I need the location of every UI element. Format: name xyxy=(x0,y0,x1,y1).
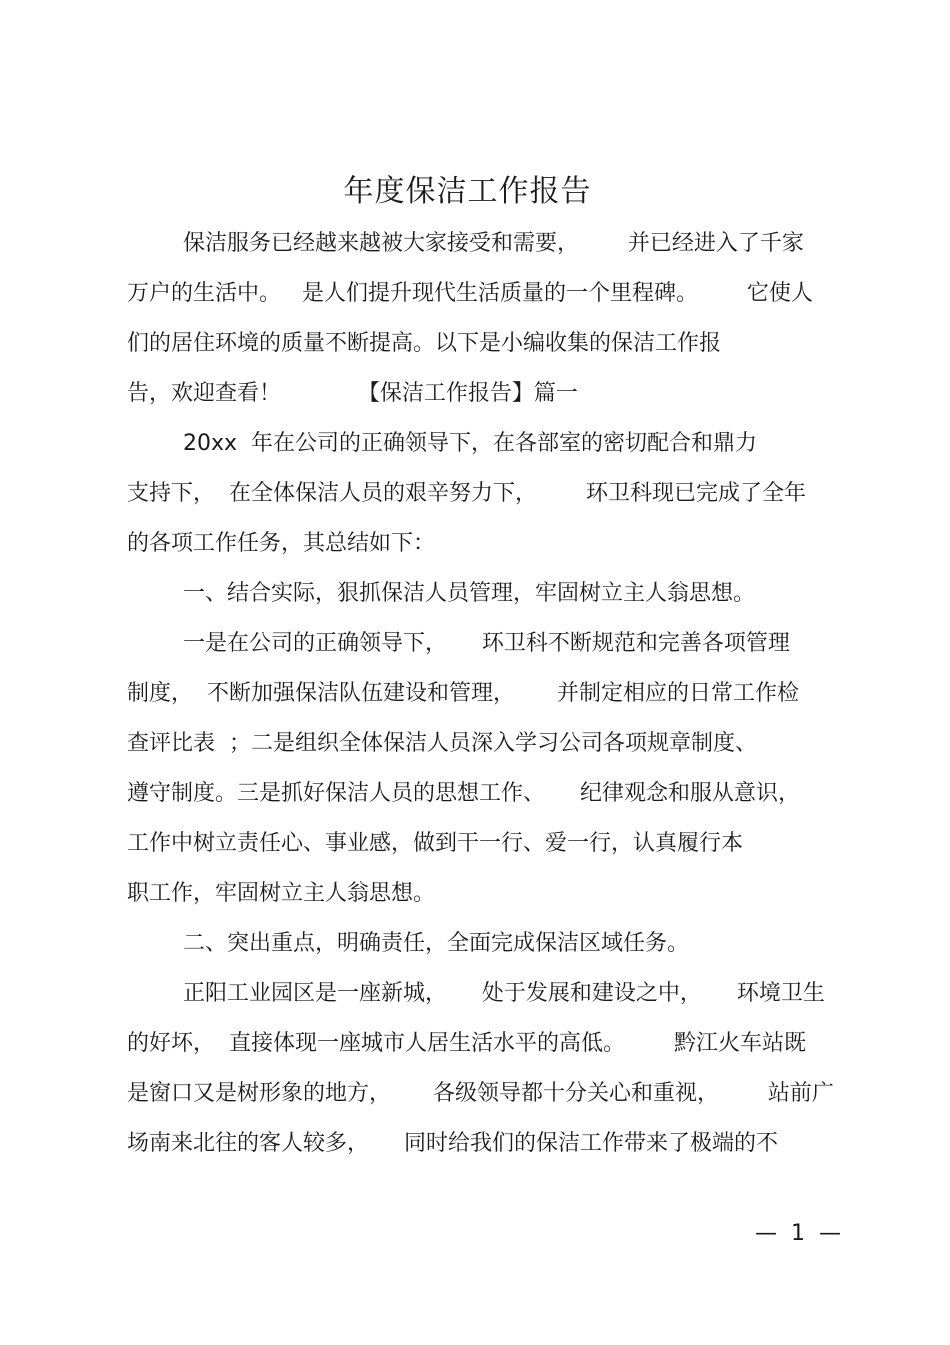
body-line: 查评比表 ；二是组织全体保洁人员深入学习公司各项规章制度、 xyxy=(127,731,757,756)
body-line: 制度， 不断加强保洁队伍建设和管理， 并制定相应的日常工作检 xyxy=(127,681,799,706)
body-line: 遵守制度。三是抓好保洁人员的思想工作、 纪律观念和服从意识， xyxy=(127,781,800,806)
body-line: 正阳工业园区是一座新城， 处于发展和建设之中， 环境卫生 xyxy=(127,981,825,1006)
body-line: 们的居住环境的质量不断提高。以下是小编收集的保洁工作报 xyxy=(127,331,722,356)
body-line: 的各项工作任务，其总结如下： xyxy=(127,531,436,556)
body-line: 的好坏， 直接体现一座城市人居生活水平的高低。 黔江火车站既 xyxy=(127,1031,806,1056)
body-line: 支持下， 在全体保洁人员的艰辛努力下， 环卫科现已完成了全年 xyxy=(127,481,806,506)
page-number: — 1 — xyxy=(755,1221,841,1246)
body-line: 20xx 年在公司的正确领导下，在各部室的密切配合和鼎力 xyxy=(127,431,757,456)
body-line: 职工作，牢固树立主人翁思想。 xyxy=(127,881,436,906)
body-line: 场南来北往的客人较多， 同时给我们的保洁工作带来了极端的不 xyxy=(127,1131,778,1156)
body-line: 保洁服务已经越来越被大家接受和需要， 并已经进入了千家 xyxy=(127,231,804,256)
body-line: 一是在公司的正确领导下， 环卫科不断规范和完善各项管理 xyxy=(127,631,790,656)
body-line: 万户的生活中。 是人们提升现代生活质量的一个里程碑。 它使人 xyxy=(127,281,813,306)
body-line: 工作中树立责任心、事业感，做到干一行、爱一行，认真履行本 xyxy=(127,831,744,856)
section-heading: 二、突出重点，明确责任，全面完成保洁区域任务。 xyxy=(127,931,689,956)
document-title: 年度保洁工作报告 xyxy=(343,174,592,209)
body-line: 是窗口又是树形象的地方， 各级领导都十分关心和重视， 站前广 xyxy=(127,1081,834,1106)
section-heading: 一、结合实际，狠抓保洁人员管理，牢固树立主人翁思想。 xyxy=(127,581,755,606)
body-line: 告，欢迎查看！ 【保洁工作报告】篇一 xyxy=(127,381,578,406)
